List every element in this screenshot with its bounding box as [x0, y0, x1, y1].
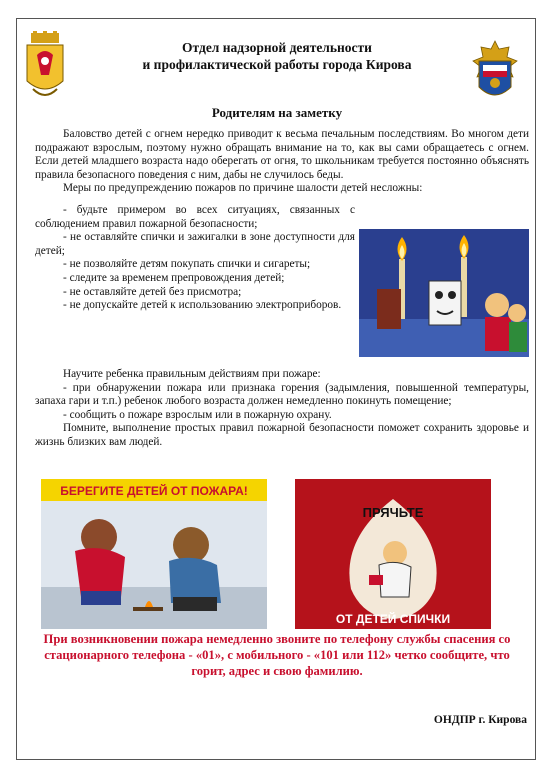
- emergency-service-emblem-icon: [465, 39, 525, 109]
- header-line-1: Отдел надзорной деятельности: [182, 40, 372, 55]
- intro-block: [35, 128, 529, 196]
- intro-paragraph: Баловство детей с огнем нередко приводит к весьма печальным последствиям. Во многом дети подражают взрослым, поэтому нужно обращать внимание на то, как вы сами обращаетесь с огнем. Если детей младшего возраста надо оберегать от огня, то школьникам требуется постоянно объяснять правила безопасного поведения с ним, дабы не случилось беды.: [35, 128, 529, 181]
- measures-intro: Меры по предупреждению пожаров по причине шалости детей несложны:: [63, 182, 423, 195]
- kirov-coat-of-arms-icon: [23, 31, 67, 111]
- actions-intro: Научите ребенка правильным действиям при пожаре:: [63, 368, 321, 380]
- section-subtitle: Родителям на заметку: [211, 105, 343, 120]
- header-title: [97, 39, 457, 73]
- list-item: - не оставляйте детей без присмотра;: [63, 285, 242, 298]
- list-item: - следите за временем препровождения детей;: [63, 271, 285, 284]
- list-item: - сообщить о пожаре взрослым или в пожарную охрану.: [63, 408, 332, 421]
- signature: ОНДПР г. Кирова: [433, 714, 527, 726]
- list-item: - не допускайте детей к использованию электроприборов.: [63, 299, 342, 312]
- poster-2-top-text: ПРЯЧЬТЕ: [362, 505, 424, 520]
- poster-hide-matches-image: [295, 479, 491, 629]
- list-item: - будьте примером во всех ситуациях, связанных с соблюдением правил пожарной безопасности;: [35, 204, 355, 230]
- measures-list: [35, 204, 355, 313]
- list-item: - не позволяйте детям покупать спички и сигареты;: [63, 258, 311, 271]
- list-item: - не оставляйте спички и зажигалки в зоне доступности для детей;: [35, 231, 355, 257]
- poster-2-bottom-text: ОТ ДЕТЕЙ СПИЧКИ: [335, 612, 451, 626]
- leaflet-page: [16, 18, 536, 760]
- closing-paragraph: Помните, выполнение простых правил пожарной безопасности поможет сохранить здоровье и жизнь близких вам людей.: [35, 422, 529, 448]
- cartoon-matches-illustration: [359, 229, 529, 357]
- emergency-call-warning: При возникновении пожара немедленно звоните по телефону службы спасения со стационарного телефона - «01», с мобильного - «101 или 112» четко сообщите, что горит, адрес и свою фамилию.: [43, 632, 511, 678]
- header-line-2: и профилактической работы города Кирова: [142, 57, 412, 72]
- actions-block: [35, 368, 529, 450]
- list-item: - при обнаружении пожара или признака горения (задымления, повышенной температуры, запаха гари и т.п.) ребенок любого возраста должен немедленно покинуть помещение;: [35, 381, 529, 408]
- poster-protect-children-image: [41, 479, 267, 629]
- poster-1-caption: БЕРЕГИТЕ ДЕТЕЙ ОТ ПОЖАРА!: [60, 484, 248, 498]
